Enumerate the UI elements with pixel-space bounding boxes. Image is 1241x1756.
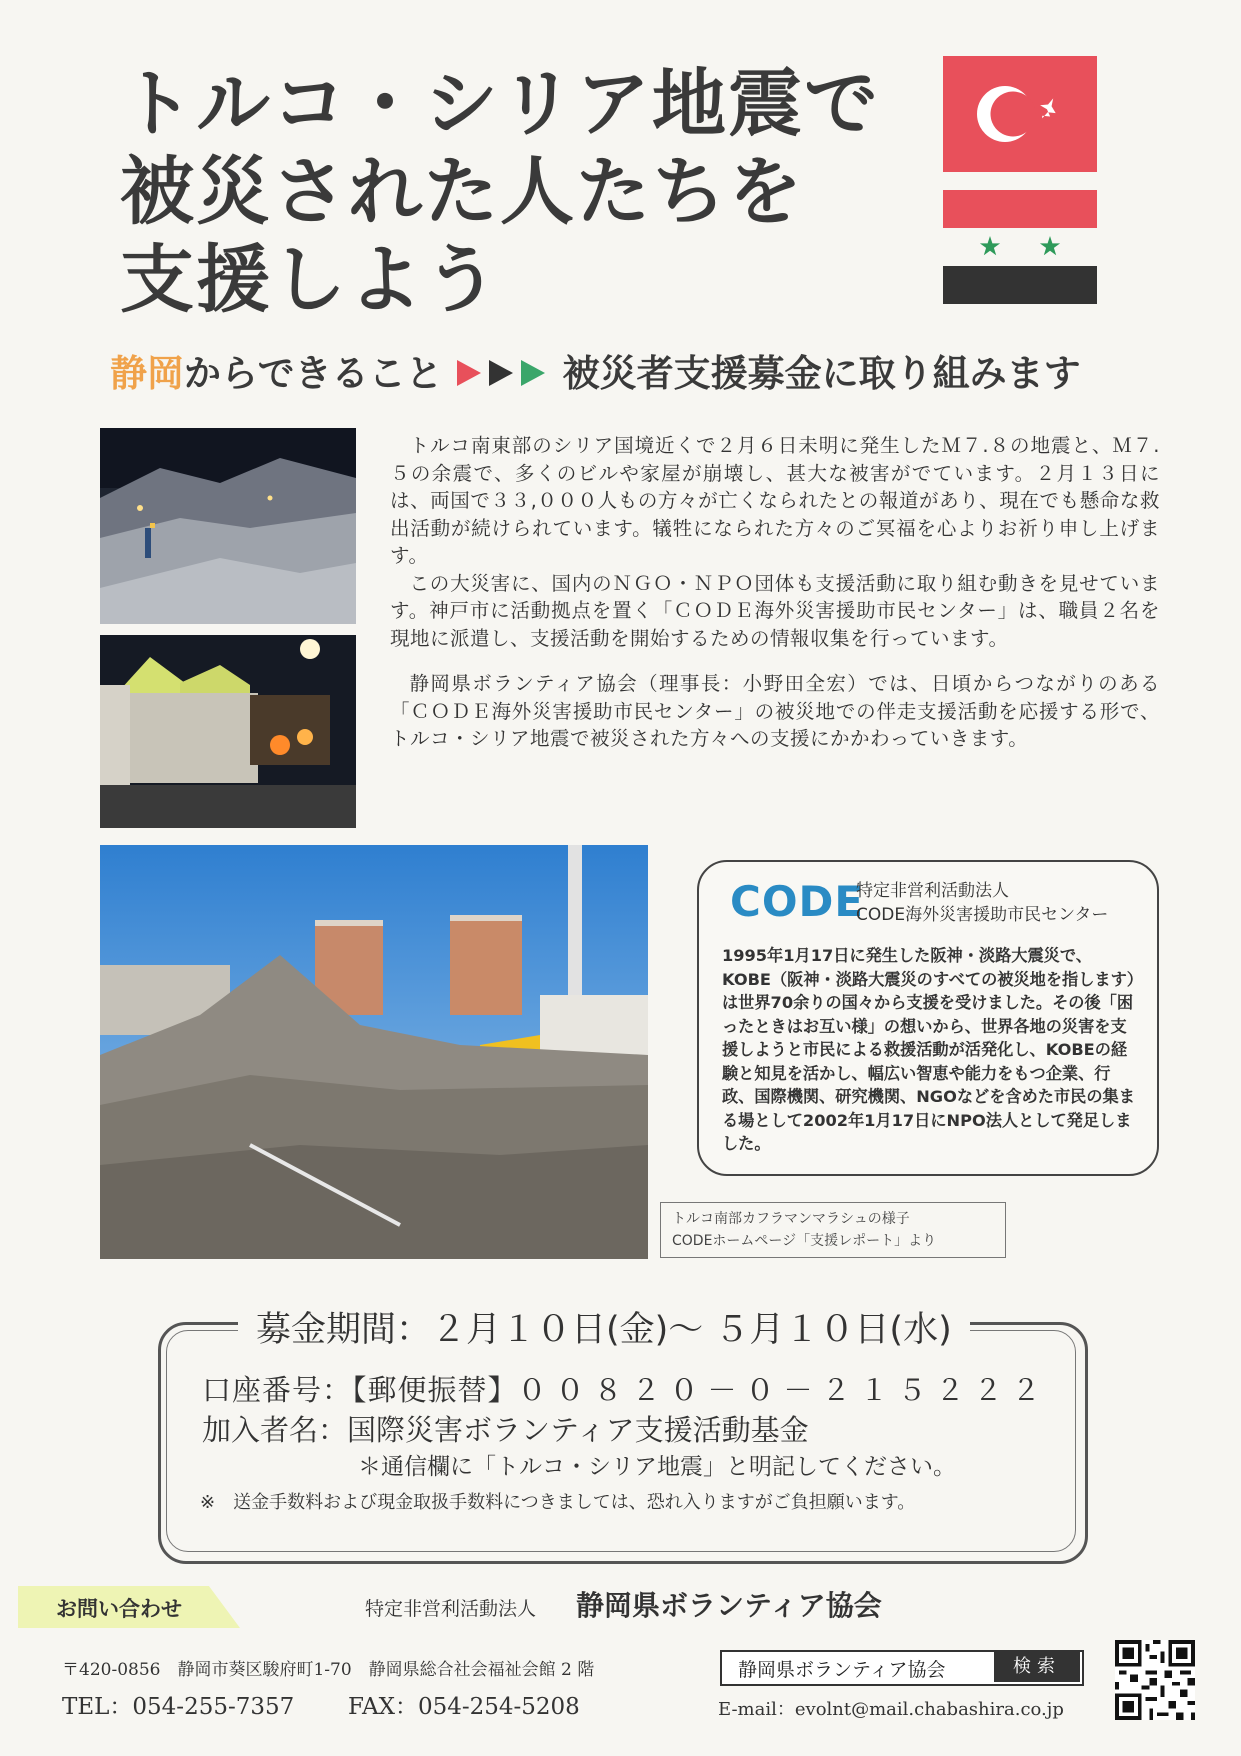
fee-note: ※ 送金手数料および現金取扱手数料につきましては、恐れ入りますがご負担願います。 <box>200 1492 916 1513</box>
fax-number: FAX：054-254-5208 <box>348 1694 580 1720</box>
rubble-night-photo <box>100 428 356 624</box>
account-number-value: ００８２０－０－２１５２２２ <box>517 1373 1050 1407</box>
star-icon <box>1040 236 1060 255</box>
email-link[interactable]: E-mail：evolnt@mail.chabashira.co.jp <box>718 1699 1064 1720</box>
title-line-1: トルコ・シリア地震で <box>120 61 880 147</box>
body-text <box>390 432 1160 753</box>
syria-flag-white-band <box>943 228 1097 266</box>
subtitle-part2: 被災者支援募金に取り組みます <box>562 352 1081 395</box>
account-holder: 加入者名：国際災害ボランティア支援活動基金 <box>202 1413 809 1447</box>
photo-caption-line1: トルコ南部カフラマンマラシュの様子 <box>672 1211 910 1227</box>
memo-note: ＊通信欄に「トルコ・シリア地震」と明記してください。 <box>358 1454 956 1480</box>
collapsed-buildings-photo <box>100 845 648 1259</box>
subtitle <box>110 343 1081 397</box>
search-query[interactable]: 静岡県ボランティア協会 <box>738 1659 946 1681</box>
title-line-2: 被災された人たちを <box>120 149 804 235</box>
star-icon <box>980 236 1000 255</box>
footer-org-type: 特定非営利活動法人 <box>365 1598 537 1620</box>
body-paragraph-2: この大災害に、国内のＮＧＯ・ＮＰＯ団体も支援活動に取り組む動きを見せています。神戸市に活動拠点を置く「ＣＯＤＥ海外災害援助市民センター」は、職員２名を現地に派遣し、支援活動を開始するための情報収集を行っています。 <box>390 571 1160 650</box>
search-button[interactable]: 検索 <box>994 1652 1080 1682</box>
account-label: 口座番号：【郵便振替】 <box>202 1373 518 1407</box>
syria-flag-black-band <box>943 266 1097 304</box>
subtitle-part1: からできること <box>184 352 443 395</box>
phone-number[interactable]: TEL：054-255-7357 <box>62 1694 295 1720</box>
tents-night-photo <box>100 635 356 828</box>
code-description: 1995年1月17日に発生した阪神・淡路大震災で、KOBE（阪神・淡路大震災のすべての被災地を指します）は世界70余りの国々から支援を受けました。その後「困ったときはお互い様」の想いから、世界各地の災害を支援しようと市民による救援活動が活発化し、KOBEの経験と知見を活かし、幅広い智恵や能力をもつ企業、行政、国際機関、研究機関、NGOなどを含めた市民の集まる場として2002年1月17日にNPO法人として発足しました。 <box>722 946 1135 1153</box>
account-number <box>202 1368 1050 1409</box>
address: 〒420-0856 静岡市葵区駿府町1-70 静岡県総合社会福祉会館 2 階 <box>62 1660 595 1680</box>
subtitle-highlight: 静岡 <box>110 352 184 395</box>
crescent-star-icon <box>943 56 1097 172</box>
contact-label: お問い合わせ <box>56 1597 182 1621</box>
code-org-name: CODE海外災害援助市民センター <box>856 905 1109 925</box>
donation-period: 募金期間：２月１０日(金)～ ５月１０日(水) <box>238 1302 970 1352</box>
title-line-3: 支援しよう <box>120 237 500 323</box>
turkey-flag <box>943 56 1097 172</box>
body-paragraph-3: 静岡県ボランティア協会（理事長：小野田全宏）では、日頃からつながりのある「ＣＯＤＥ海外災害援助市民センター」の被災地での伴走支援活動を応援する形で、トルコ・シリア地震で被災された方々への支援にかかわっていきます。 <box>390 672 1160 750</box>
qr-code-icon[interactable] <box>1115 1640 1195 1720</box>
triple-arrow-icon <box>457 360 549 386</box>
photo-caption-line2: CODEホームページ「支援レポート」より <box>672 1233 937 1249</box>
code-logo: CODE <box>730 877 865 926</box>
footer-org-name: 静岡県ボランティア協会 <box>576 1589 882 1622</box>
body-paragraph-1: トルコ南東部のシリア国境近くで２月６日未明に発生したＭ７.８の地震と、Ｍ７.５の余震で、多くのビルや家屋が崩壊し、甚大な被害がでています。２月１３日には、両国で３３,０００人もの方々が亡くなられたとの報道があり、現在でも懸命な救出活動が続けられています。犠牲になられた方々のご冥福を心よりお祈り申し上げます。 <box>390 434 1160 567</box>
syria-flag-red-band <box>943 190 1097 228</box>
code-org-type: 特定非営利活動法人 <box>856 881 1009 901</box>
